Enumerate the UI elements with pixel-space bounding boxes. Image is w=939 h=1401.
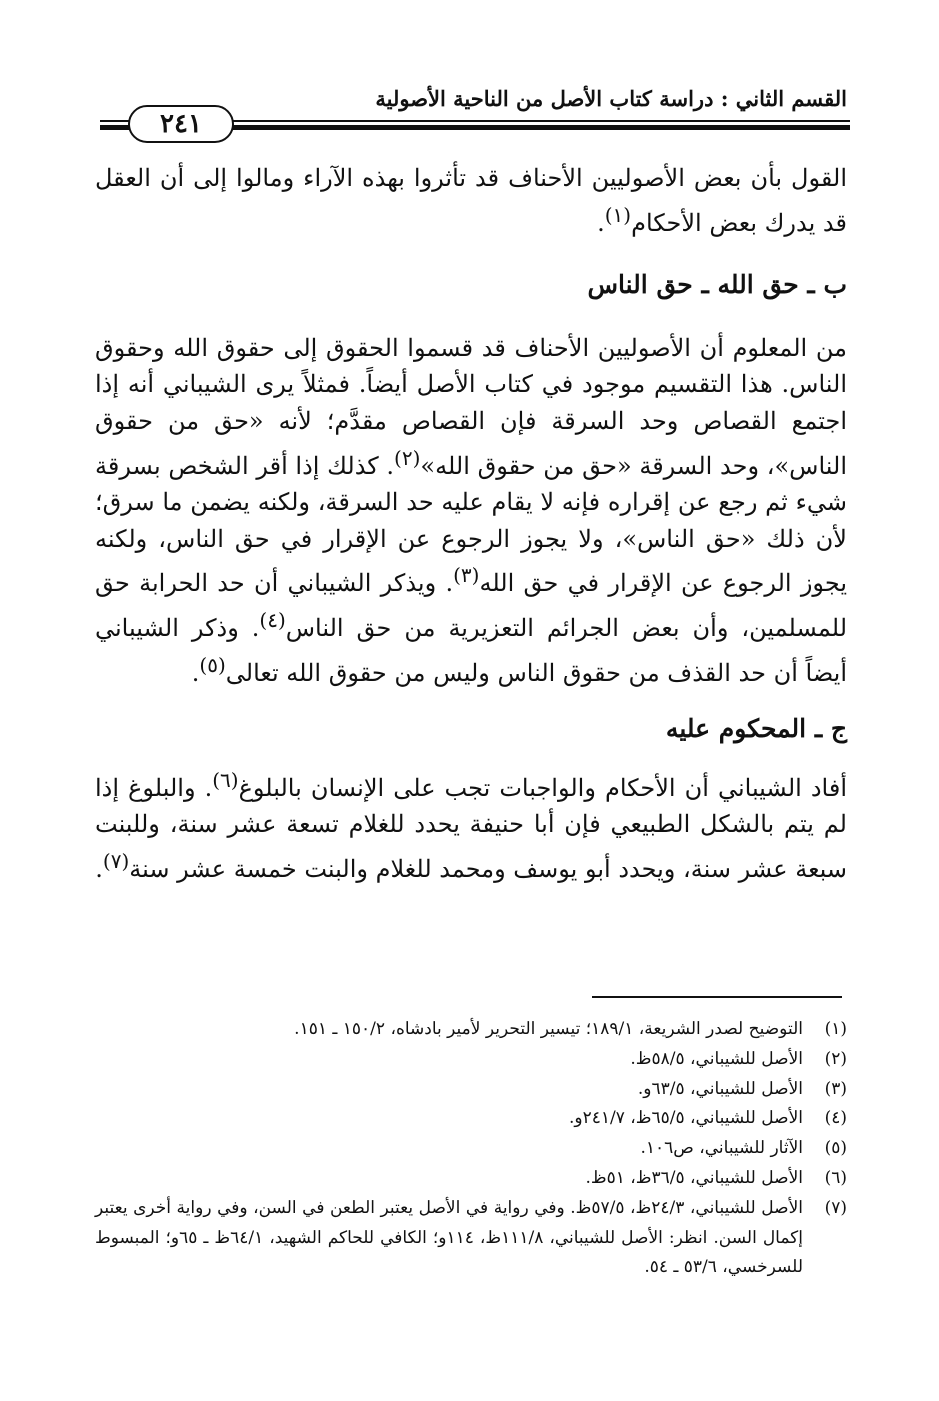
paragraph-intro [95,160,847,241]
punctuation: . [191,658,200,687]
paragraph-rights [95,330,847,691]
footnote-text: التوضيح لصدر الشريعة، ١٨٩/١؛ تيسير التحرير لأمير بادشاه، ١٥٠/٢ ـ ١٥١. [294,1019,803,1039]
footnote-item [95,1015,847,1045]
footnote-item [95,1104,847,1134]
paragraph-text: أفاد الشيباني أن الأحكام والواجبات تجب على الإنسان بالبلوغ [238,773,847,802]
paragraph-text: . كذلك إذا أقر الشخص بسرقة شيء ثم رجع عن إقراره فإنه لا يقام عليه حد السرقة، ولكنه يضمن ما سرق؛ لأن ذلك «حق الناس»، ولا يجوز الرجوع عن الإقرار في حق الناس، ولكنه يجوز الرجوع عن الإقرار في حق الله [95,451,847,598]
paragraph-text: من المعلوم أن الأصوليين الأحناف قد قسموا الحقوق إلى حقوق الله وحقوق الناس. هذا التقسيم موجود في كتاب الأصل أيضاً. فمثلاً يرى الشيباني أنه إذا اجتمع القصاص وحد السرقة فإن القصاص مقدَّم؛ لأنه «حق من حقوق الناس»، وحد السرقة «حق من حقوق الله» [95,333,847,480]
footnote-number: (٢) [824,1048,847,1069]
footnote-ref: (٤) [259,607,286,632]
main-text [95,160,847,888]
footnote-item [95,1164,847,1194]
footnotes [95,1015,847,1283]
footnote-number: (٥) [824,1138,847,1159]
footnote-item [95,1194,847,1283]
footnote-text: الأصل للشيباني، ٥٨/٥ظ. [630,1048,803,1069]
footnote-text: الآثار للشيباني، ص١٠٦. [640,1138,803,1159]
footnote-text: الأصل للشيباني، ٣٦/٥ظ، ٥١ظ. [585,1167,803,1188]
footnote-item [95,1075,847,1105]
footnote-ref: (٥) [199,652,226,677]
section-heading-c: ج ـ المحكوم عليه [665,714,847,744]
paragraph-text: القول بأن بعض الأصوليين الأحناف قد تأثروا بهذه الآراء ومالوا إلى أن العقل قد يدرك بعض الأحكام [95,164,847,237]
footnote-text: الأصل للشيباني، ٦٥/٥ظ، ٢٤١/٧و. [569,1108,803,1129]
paragraph-text: . والبلوغ إذا لم يتم بالشكل الطبيعي فإن أبا حنيفة يحدد للغلام تسعة عشر سنة، وللبنت سبعة عشر سنة، ويحدد أبو يوسف ومحمد للغلام والبنت خمسة عشر سنة [95,773,847,883]
section-heading-b: ب ـ حق الله ـ حق الناس [587,270,847,300]
footnote-number: (١) [824,1019,847,1039]
running-title: القسم الثاني : دراسة كتاب الأصل من الناحية الأصولية [375,86,847,111]
footnote-number: (٧) [824,1197,847,1218]
punctuation: . [597,208,605,237]
footnote-ref: (٦) [212,767,239,792]
punctuation: . [95,854,103,883]
footnote-ref: (٢) [394,445,421,470]
footnote-number: (٦) [824,1167,847,1188]
footnote-item [95,1134,847,1164]
footnote-ref: (٧) [102,848,130,873]
page-number-badge [128,105,234,143]
footnote-separator [592,996,842,998]
footnote-ref: (٣) [453,563,480,588]
footnote-text: الأصل للشيباني، ٦٣/٥و. [637,1078,803,1099]
paragraph-subject [95,762,847,888]
footnote-ref: (١) [604,202,632,227]
footnote-text: الأصل للشيباني، ٢٤/٣ظ، ٥٧/٥ظ. وفي رواية في الأصل يعتبر الطعن في السن، وفي رواية أخرى يعتبر إكمال السن. انظر: الأصل للشيباني، ١١١/٨ظ، ١١٤و؛ الكافي للحاكم الشهيد، ٦٤/١ظ ـ ٦٥و؛ المبسوط للسرخسي، ٥٣/٦ ـ ٥٤. [95,1197,803,1278]
page-number: ٢٤١ [160,109,202,139]
footnote-number: (٤) [824,1108,847,1129]
footnote-number: (٣) [824,1078,847,1099]
paragraph-text: . وذكر الشيباني أيضاً أن حد القذف من حقوق الناس وليس من حقوق الله تعالى [95,613,847,687]
paragraph-text: . ويذكر الشيباني أن حد الحرابة حق للمسلمين، وأن بعض الجرائم التعزيرية من حق الناس [95,569,848,642]
footnote-item [95,1045,847,1075]
